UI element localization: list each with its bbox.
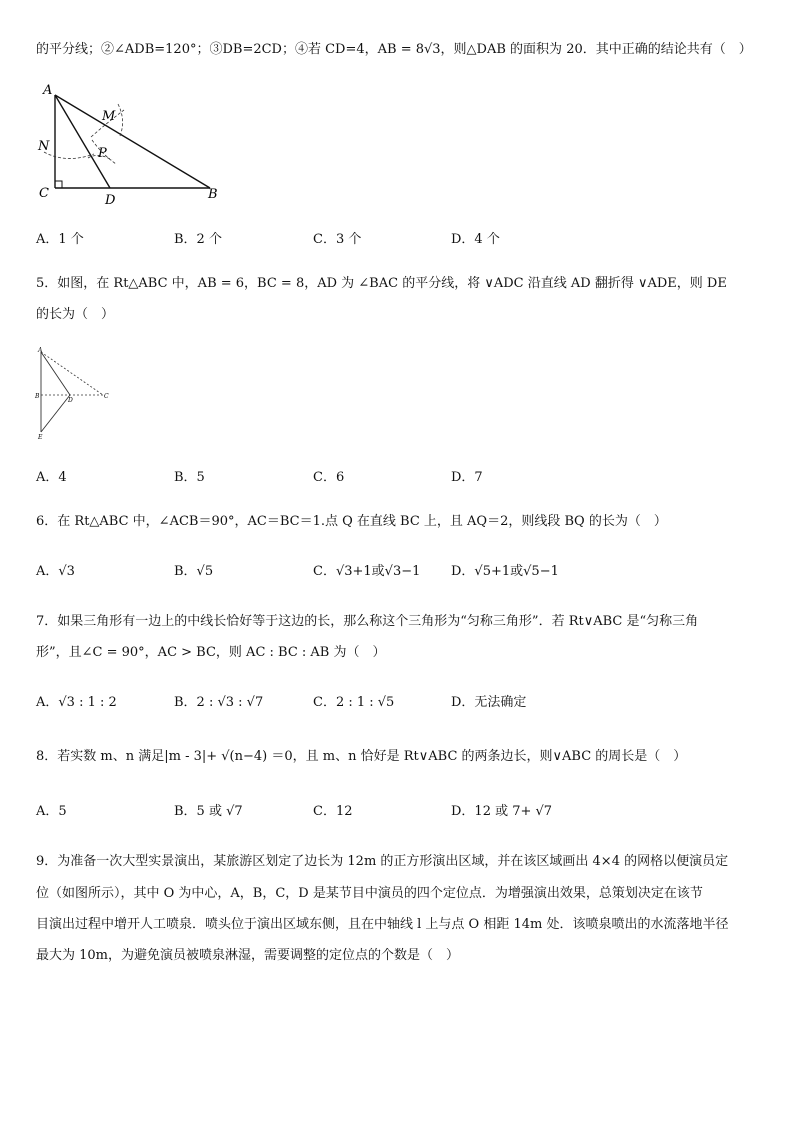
q5-stem-line: 的长为（ ） — [36, 307, 115, 322]
q6-option-a[interactable]: A．√3 — [36, 564, 75, 579]
q9-stem-line: 目演出过程中增开人工喷泉．喷头位于演出区域东侧，且在中轴线 l 上与点 O 相距 14m 处．该喷泉喷出的水流落地半径 — [36, 917, 729, 932]
q4-option-a[interactable]: A．1 个 — [36, 232, 84, 247]
q9-stem-line: 最大为 10m，为避免演员被喷泉淋湿，需要调整的定位点的个数是（ ） — [36, 948, 460, 963]
q8-option-d[interactable]: D．12 或 7+ √7 — [451, 804, 553, 819]
q5-option-c[interactable]: C．6 — [313, 470, 345, 485]
q7-stem-line: 形”，且∠C = 90°，AC > BC，则 AC : BC : AB 为（ ） — [36, 645, 386, 660]
label-A: A — [38, 347, 43, 354]
q4-option-d[interactable]: D．4 个 — [451, 232, 500, 247]
q6-option-c[interactable]: C．√3+1或√3−1 — [313, 564, 421, 579]
q8-option-a[interactable]: A．5 — [36, 804, 67, 819]
q8-option-b[interactable]: B．5 或 √7 — [174, 804, 243, 819]
q4-option-c[interactable]: C．3 个 — [313, 232, 362, 247]
label-E: E — [38, 434, 43, 441]
q7-stem-line: 7．如果三角形有一边上的中线长恰好等于这边的长，那么称这个三角形为“匀称三角形”．若 Rt∨ABC 是“匀称三角 — [36, 614, 699, 629]
q7-option-a[interactable]: A．√3 : 1 : 2 — [36, 695, 117, 710]
q8-option-c[interactable]: C．12 — [313, 804, 353, 819]
q4-stem-line: 的平分线；②∠ADB=120°；③DB=2CD；④若 CD=4，AB = 8√3，则△DAB 的面积为 20．其中正确的结论共有（ ） — [36, 42, 752, 57]
q7-option-d[interactable]: D．无法确定 — [451, 695, 527, 710]
label-B: B — [208, 187, 218, 202]
q5-option-d[interactable]: D．7 — [451, 470, 483, 485]
label-B: B — [35, 393, 40, 400]
q8-stem-line: 8．若实数 m、n 满足|m - 3|+ √(n−4) ＝0，且 m、n 恰好是 Rt∨ABC 的两条边长，则∨ABC 的周长是（ ） — [36, 749, 687, 764]
label-A: A — [43, 83, 53, 98]
label-P: P — [98, 146, 107, 161]
q9-stem-line: 位（如图所示），其中 O 为中心，A，B，C，D 是某节目中演员的四个定位点．为增强演出效果，总策划决定在该节 — [36, 886, 703, 901]
q9-stem-line: 9．为准备一次大型实景演出，某旅游区划定了边长为 12m 的正方形演出区域，并在该区域画出 4×4 的网格以便演员定 — [36, 854, 729, 869]
label-D: D — [105, 193, 116, 208]
q7-option-b[interactable]: B．2 : √3 : √7 — [174, 695, 264, 710]
q6-option-d[interactable]: D．√5+1或√5−1 — [451, 564, 559, 579]
q7-option-c[interactable]: C．2 : 1 : √5 — [313, 695, 395, 710]
label-C: C — [39, 186, 49, 201]
label-M: M — [102, 109, 116, 124]
q5-option-b[interactable]: B．5 — [174, 470, 205, 485]
q6-stem-line: 6．在 Rt△ABC 中，∠ACB＝90°，AC＝BC＝1.点 Q 在直线 BC 上，且 AQ＝2，则线段 BQ 的长为（ ） — [36, 514, 667, 529]
q4-option-b[interactable]: B．2 个 — [174, 232, 222, 247]
label-N: N — [38, 139, 50, 154]
q4-figure — [36, 82, 226, 210]
q5-figure — [34, 346, 114, 440]
q5-stem-line: 5．如图，在 Rt△ABC 中，AB = 6，BC = 8，AD 为 ∠BAC 的平分线，将 ∨ADC 沿直线 AD 翻折得 ∨ADE，则 DE — [36, 276, 727, 291]
q5-option-a[interactable]: A．4 — [36, 470, 67, 485]
label-C: C — [104, 393, 109, 400]
q6-option-b[interactable]: B．√5 — [174, 564, 214, 579]
label-D: D — [68, 397, 73, 404]
